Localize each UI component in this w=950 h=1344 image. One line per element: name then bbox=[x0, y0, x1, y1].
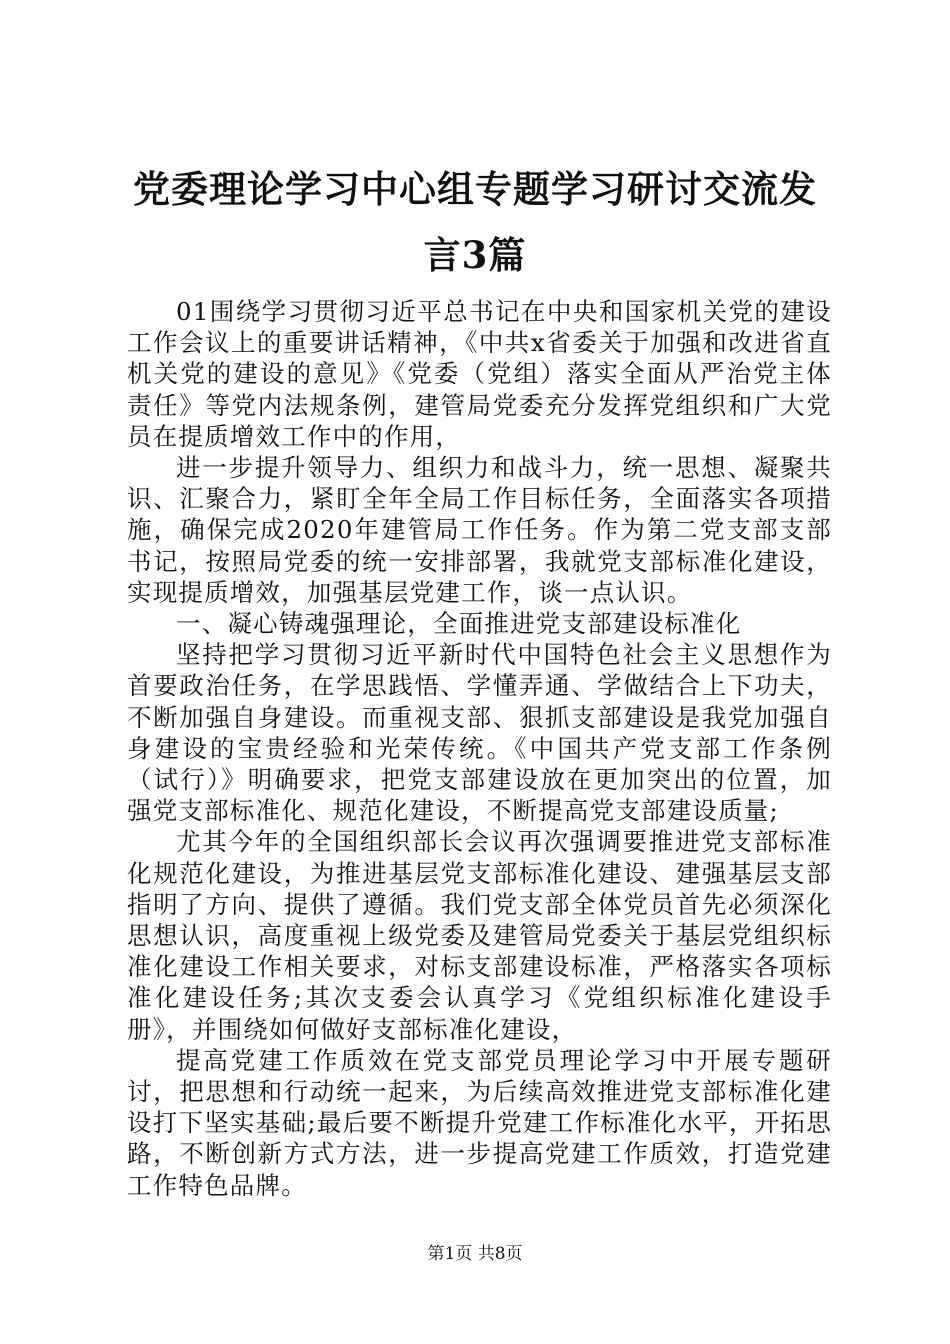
document-body bbox=[127, 296, 832, 1201]
paragraph: 尤其今年的全国组织部长会议再次强调要推进党支部标准化规范化建设，为推进基层党支部标准化建设、建强基层支部指明了方向、提供了遵循。我们党支部全体党员首先必须深化思想认识，高度重视上级党委及建管局党委关于基层党组织标准化建设工作相关要求，对标支部建设标准，严格落实各项标准化建设任务;其次支委会认真学习《党组织标准化建设手册》，并围绕如何做好支部标准化建设， bbox=[127, 827, 832, 1044]
page-footer: 第1页 共8页 bbox=[427, 1244, 523, 1264]
section-heading: 一、凝心铸魂强理论，全面推进党支部建设标准化 bbox=[176, 609, 742, 639]
paragraph: 01围绕学习贯彻习近平总书记在中央和国家机关党的建设工作会议上的重要讲话精神，《中共x省委关于加强和改进省直机关党的建设的意见》《党委（党组）落实全面从严治党主体责任》等党内法规条例，建管局党委充分发挥党组织和广大党员在提质增效工作中的作用， bbox=[127, 297, 832, 451]
paragraph: 坚持把学习贯彻习近平新时代中国特色社会主义思想作为首要政治任务，在学思践悟、学懂弄通、学做结合上下功夫，不断加强自身建设。而重视支部、狠抓支部建设是我党加强自身建设的宝贵经验和光荣传统。《中国共产党支部工作条例（试行）》明确要求，把党支部建设放在更加突出的位置，加强党支部标准化、规范化建设，不断提高党支部建设质量; bbox=[127, 640, 832, 826]
document-title: 党委理论学习中心组专题学习研讨交流发言3篇 bbox=[133, 167, 817, 277]
paragraph: 提高党建工作质效在党支部党员理论学习中开展专题研讨，把思想和行动统一起来，为后续高效推进党支部标准化建设打下坚实基础;最后要不断提升党建工作标准化水平，开拓思路，不断创新方式方法，进一步提高党建工作质效，打造党建工作特色品牌。 bbox=[127, 1045, 832, 1200]
paragraph: 进一步提升领导力、组织力和战斗力，统一思想、凝聚共识、汇聚合力，紧盯全年全局工作目标任务，全面落实各项措施，确保完成2020年建管局工作任务。作为第二党支部支部书记，按照局党委的统一安排部署，我就党支部标准化建设，实现提质增效，加强基层党建工作，谈一点认识。 bbox=[127, 453, 832, 607]
